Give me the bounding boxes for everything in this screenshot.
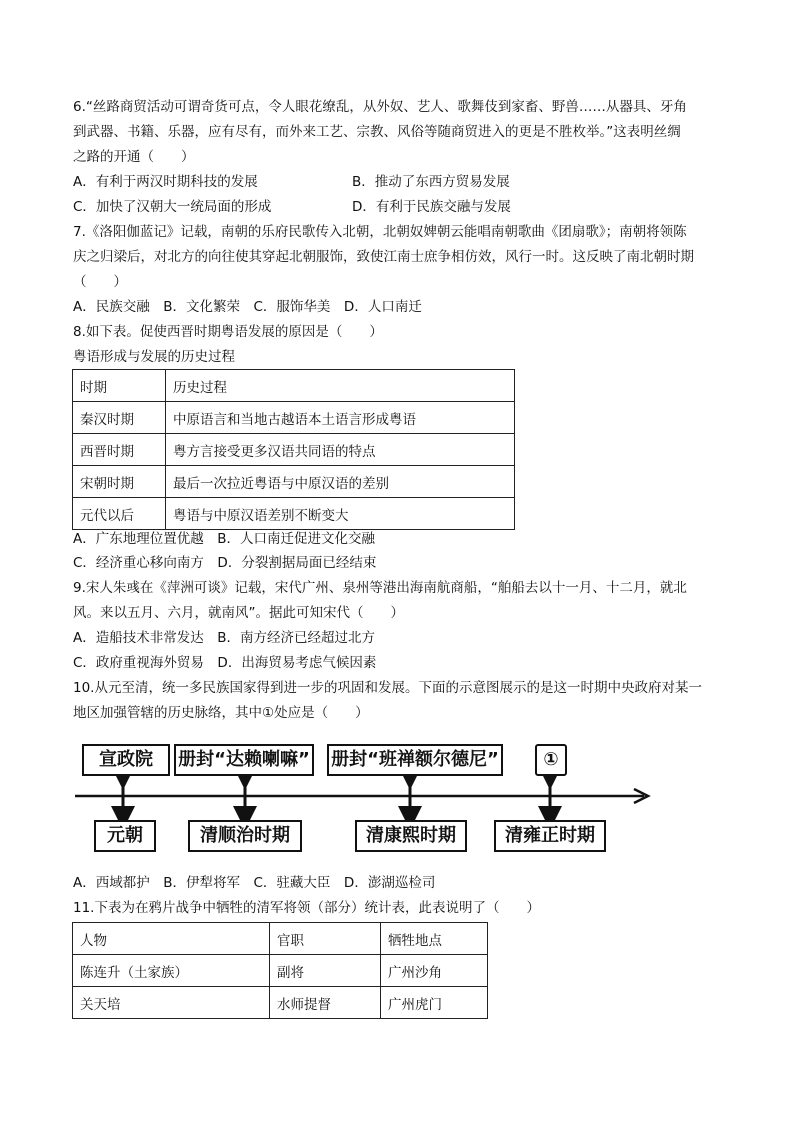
table-row: [73, 987, 488, 1019]
q6-option-a: A．有利于两汉时期科技的发展: [73, 174, 258, 190]
table-row: [73, 498, 515, 530]
table-row: [73, 466, 515, 498]
q9-stem-line-2: 风。来以五月、六月，就南风”。据此可知宋代（ ）: [73, 605, 404, 621]
q6-option-c: C．加快了汉朝大一统局面的形成: [73, 199, 272, 215]
table-header-cell: 人物: [73, 923, 270, 955]
table-header-cell: 历史过程: [166, 370, 515, 402]
q9-options-row-2: C．政府重视海外贸易 D．出海贸易考虑气候因素: [73, 655, 377, 671]
table-row: [73, 402, 515, 434]
timeline-top-label: 宣政院: [82, 744, 170, 776]
table-cell: 广州沙角: [381, 955, 488, 987]
timeline-top-label: 册封“班禅额尔德尼”: [327, 744, 503, 776]
table-cell: 副将: [270, 955, 381, 987]
q7-options: A．民族交融 B．文化繁荣 C．服饰华美 D．人口南迁: [73, 299, 422, 315]
q7-stem-line-2: 庆之归梁后，对北方的向往使其穿起北朝服饰，致使江南士庶争相仿效，风行一时。这反映了南北朝时期: [73, 249, 694, 265]
q9-stem-line-1: 9.宋人朱彧在《萍洲可谈》记载，宋代广州、泉州等港出海南航商船，“舶船去以十一月、十二月，就北: [73, 580, 687, 596]
table-cell: 秦汉时期: [73, 402, 166, 434]
table-header-cell: 牺牲地点: [381, 923, 488, 955]
q8-table-title: 粤语形成与发展的历史过程: [73, 349, 235, 365]
q10-timeline-diagram: [70, 738, 655, 860]
q6-stem-line-3: 之路的开通（ ）: [73, 149, 195, 165]
table-cell: 水师提督: [270, 987, 381, 1019]
timeline-top-label-blank: ①: [535, 744, 567, 776]
q9-options-row-1: A．造船技术非常发达 B．南方经济已经超过北方: [73, 630, 375, 646]
table-cell: 粤语与中原汉语差别不断变大: [166, 498, 515, 530]
table-cell: 西晋时期: [73, 434, 166, 466]
timeline-top-label: 册封“达赖喇嘛”: [174, 744, 314, 776]
table-header-row: [73, 370, 515, 402]
q11-table: [72, 922, 488, 1019]
table-header-row: [73, 923, 488, 955]
q11-stem: 11.下表为在鸦片战争中牺牲的清军将领（部分）统计表，此表说明了（ ）: [73, 900, 540, 916]
q6-stem-line-2: 到武器、书籍、乐器，应有尽有，而外来工艺、宗教、风俗等随商贸进入的更是不胜枚举。”这表明丝绸: [73, 124, 681, 140]
q6-option-d: D．有利于民族交融与发展: [352, 199, 511, 215]
q8-table: [72, 369, 515, 530]
q6-stem-line-1: 6.“丝路商贸活动可谓奇货可点，令人眼花缭乱，从外奴、艺人、歌舞伎到家畜、野兽……从器具、牙角: [73, 99, 687, 115]
table-cell: 宋朝时期: [73, 466, 166, 498]
q7-stem-line-1: 7.《洛阳伽蓝记》记载，南朝的乐府民歌传入北朝，北朝奴婢朝云能唱南朝歌曲《团扇歌》；南朝将领陈: [73, 224, 687, 240]
table-row: [73, 955, 488, 987]
table-cell: 元代以后: [73, 498, 166, 530]
table-cell: 最后一次拉近粤语与中原汉语的差别: [166, 466, 515, 498]
table-cell: 广州虎门: [381, 987, 488, 1019]
q8-stem: 8.如下表。促使西晋时期粤语发展的原因是（ ）: [73, 324, 383, 340]
table-cell: 中原语言和当地古越语本土语言形成粤语: [166, 402, 515, 434]
table-cell: 粤方言接受更多汉语共同语的特点: [166, 434, 515, 466]
timeline-bottom-label: 元朝: [94, 820, 156, 852]
q10-stem-line-1: 10.从元至清，统一多民族国家得到进一步的巩固和发展。下面的示意图展示的是这一时期中央政府对某一: [73, 680, 702, 696]
timeline-bottom-label: 清康熙时期: [355, 820, 467, 852]
table-cell: 陈连升（土家族）: [73, 955, 270, 987]
q7-stem-line-3: （ ）: [73, 274, 127, 290]
q8-options-row-2: C．经济重心移向南方 D．分裂割据局面已经结束: [73, 555, 377, 571]
table-header-cell: 时期: [73, 370, 166, 402]
q6-option-b: B．推动了东西方贸易发展: [352, 174, 510, 190]
timeline-bottom-label: 清顺治时期: [188, 820, 302, 852]
q10-stem-line-2: 地区加强管辖的历史脉络，其中①处应是（ ）: [73, 705, 369, 721]
table-row: [73, 434, 515, 466]
table-header-cell: 官职: [270, 923, 381, 955]
q10-options: A．西域都护 B．伊犁将军 C．驻藏大臣 D．澎湖巡检司: [73, 875, 436, 891]
timeline-bottom-label: 清雍正时期: [494, 820, 606, 852]
q8-options-row-1: A．广东地理位置优越 B．人口南迁促进文化交融: [73, 531, 375, 547]
table-cell: 关天培: [73, 987, 270, 1019]
